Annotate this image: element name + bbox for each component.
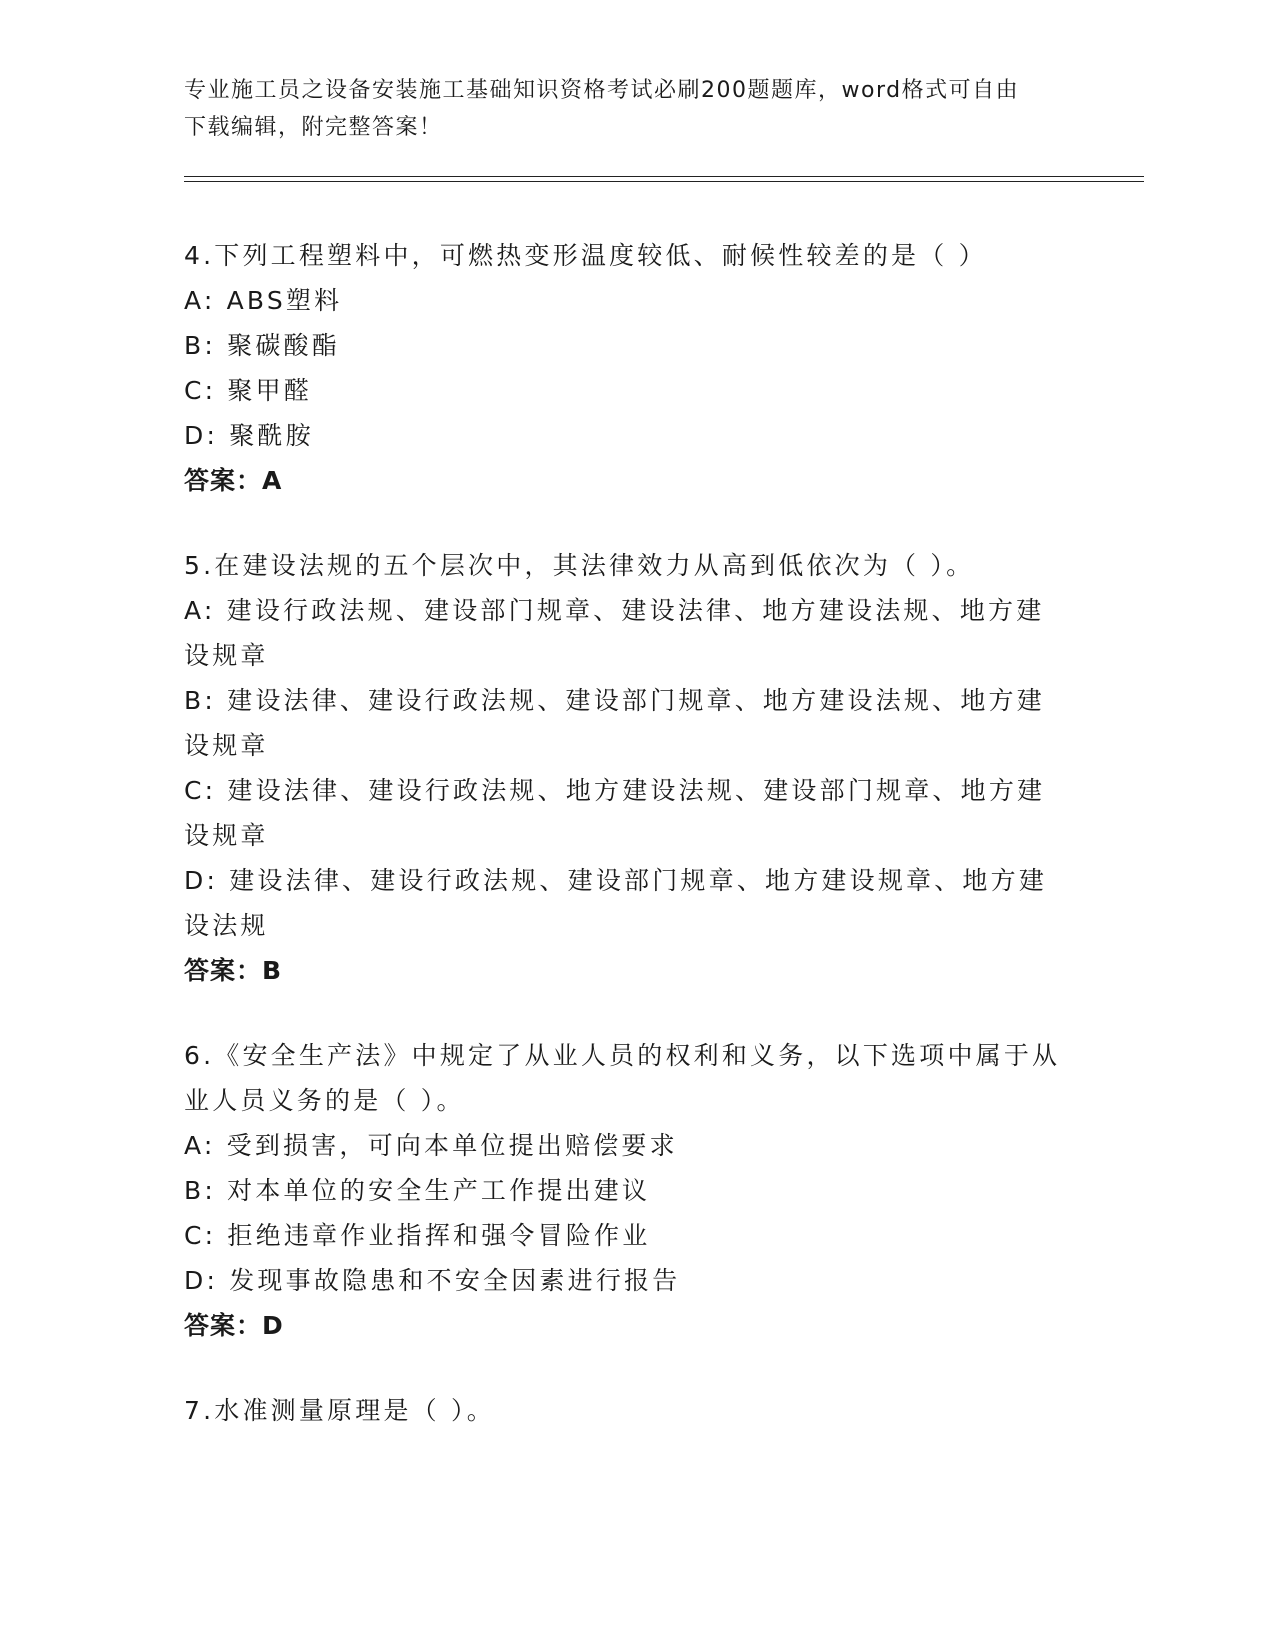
question-title: 5.在建设法规的五个层次中，其法律效力从高到低依次为（ ）。 [184, 551, 975, 580]
question-list [184, 233, 1064, 1473]
question-4 [184, 233, 1064, 503]
question-title: 4.下列工程塑料中，可燃热变形温度较低、耐候性较差的是（ ） [184, 241, 987, 270]
option-b: B: 建设法律、建设行政法规、建设部门规章、地方建设法规、地方建设规章 [184, 686, 1045, 760]
option-b: B: 对本单位的安全生产工作提出建议 [184, 1176, 651, 1205]
option-b: B: 聚碳酸酯 [184, 331, 340, 360]
option-a: A: 受到损害，可向本单位提出赔偿要求 [184, 1131, 678, 1160]
header-divider-top [184, 176, 1144, 177]
option-c: C: 建设法律、建设行政法规、地方建设法规、建设部门规章、地方建设规章 [184, 776, 1046, 850]
header-line-1: 专业施工员之设备安装施工基础知识资格考试必刷200题题库，word格式可自由 [184, 78, 1020, 103]
option-c: C: 拒绝违章作业指挥和强令冒险作业 [184, 1221, 651, 1250]
question-7 [184, 1388, 1064, 1433]
option-d: D: 建设法律、建设行政法规、建设部门规章、地方建设规章、地方建设法规 [184, 866, 1048, 940]
answer: 答案：B [184, 956, 283, 985]
question-title: 6.《安全生产法》中规定了从业人员的权利和义务，以下选项中属于从业人员义务的是（ ）。 [184, 1041, 1061, 1115]
question-title: 7.水准测量原理是（ ）。 [184, 1396, 495, 1425]
option-d: D: 发现事故隐患和不安全因素进行报告 [184, 1266, 681, 1295]
option-a: A: 建设行政法规、建设部门规章、建设法律、地方建设法规、地方建设规章 [184, 596, 1045, 670]
answer: 答案：D [184, 1311, 284, 1340]
answer: 答案：A [184, 466, 283, 495]
option-d: D: 聚酰胺 [184, 421, 314, 450]
question-6 [184, 1033, 1064, 1348]
option-c: C: 聚甲醛 [184, 376, 313, 405]
document-header [184, 72, 1064, 146]
option-a: A: ABS塑料 [184, 286, 343, 315]
question-5 [184, 543, 1064, 993]
header-divider-bottom [184, 181, 1144, 182]
header-line-2: 下载编辑，附完整答案！ [184, 115, 443, 140]
